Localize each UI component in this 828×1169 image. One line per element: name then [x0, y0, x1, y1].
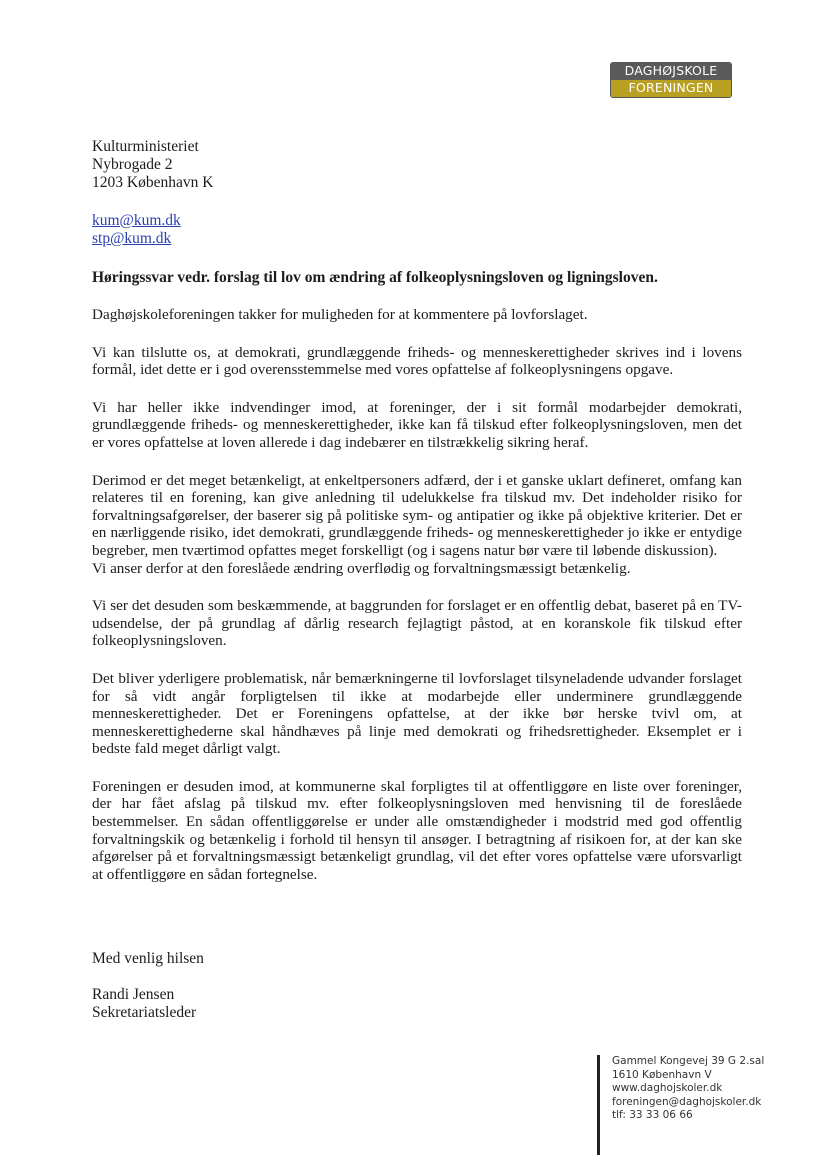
recipient-street: Nybrogade 2 [92, 156, 173, 173]
recipient-emails [92, 212, 181, 248]
contact-web: www.daghojskoler.dk [612, 1082, 723, 1095]
contact-city: 1610 København V [612, 1068, 712, 1081]
letter-subject: Høringssvar vedr. forslag til lov om ændring af folkeoplysningsloven og ligningsloven. [92, 269, 658, 286]
recipient-name: Kulturministeriet [92, 138, 199, 155]
paragraph-5: Vi ser det desuden som beskæmmende, at baggrunden for forslaget er en offentlig debat, baseret på en TV-udsendelse, der på grundlag af dårlig research fejlagtigt påstod, at en koranskole fik tilskud efter folkeoplysningsloven. [92, 597, 742, 650]
recipient-city: 1203 København K [92, 174, 214, 191]
paragraph-3: Vi har heller ikke indvendinger imod, at foreninger, der i sit formål modarbejder demokrati, grundlæggende friheds- og menneskerettigheder, ikke kan få tilskud efter folkeoplysningsloven, men det er vores opfattelse at loven allerede i dag indebærer en tilstrækkelig sikring heraf. [92, 398, 742, 451]
sender-contact-block [597, 1055, 764, 1155]
paragraph-7: Foreningen er desuden imod, at kommunerne skal forpligtes til at offentliggøre en liste over foreninger, der har fået afslag på tilskud mv. efter folkeoplysningsloven med henvisning til de foreslåede bestemmelser. En sådan offentliggørelse er under alle omstændigheder i modstrid med god offentlig forvaltningskik og betænkelig i forhold til hensyn til ansøger. I betragtning af risikoen for, at der kan ske afgørelser på et forvaltningsmæssigt betænkeligt grundlag, vil det efter vores opfattelse være uforsvarligt at offentliggøre en sådan fortegnelse. [92, 777, 742, 883]
letter-body [92, 306, 742, 903]
paragraph-1: Daghøjskoleforeningen takker for muligheden for at kommentere på lovforslaget. [92, 306, 588, 323]
signer-title: Sekretariatsleder [92, 1004, 197, 1021]
email-link-kum[interactable]: kum@kum.dk [92, 212, 181, 229]
logo-line-2: FORENINGEN [611, 80, 731, 97]
paragraph-4: Derimod er det meget betænkeligt, at enkeltpersoners adfærd, der i et ganske uklart defineret, omfang kan relateres til en forening, kan give anledning til udelukkelse fra tilskud mv. Det indeholder risiko for forvaltningsafgørelser, der baserer sig på politiske sym- og antipatier og ikke på objektive kriterier. Det er en nærliggende risiko, idet demokrati, grundlæggende friheds- og menneskerettigheder jo ikke er entydige begreber, men tværtimod opfattes meget forskelligt (og i sagens natur bør være til løbende diskussion). Vi anser derfor at den foreslåede ændring overflødig og forvaltningsmæssigt betænkelig. [92, 471, 742, 577]
closing-greeting: Med venlig hilsen [92, 950, 204, 967]
paragraph-6: Det bliver yderligere problematisk, når bemærkningerne til lovforslaget tilsyneladende udvander forslaget for så vidt angår forpligtelsen til ikke at modarbejde eller underminere grundlæggende menneskerettigheder. Det er Foreningens opfattelse, at der ikke bør herske tvivl om, at menneskerettighederne skal håndhæves på linje med demokrati og frihedsrettigheder. Eksemplet er i bedste fald meget dårligt valgt. [92, 669, 742, 758]
contact-email: foreningen@daghojskoler.dk [612, 1095, 762, 1108]
contact-street: Gammel Kongevej 39 G 2.sal [612, 1055, 765, 1067]
signer-name: Randi Jensen [92, 986, 175, 1003]
email-link-stp[interactable]: stp@kum.dk [92, 230, 172, 247]
logo-line-1: DAGHØJSKOLE [611, 63, 731, 80]
contact-phone: tlf: 33 33 06 66 [612, 1109, 693, 1122]
organization-logo [610, 62, 732, 98]
signature-block [92, 986, 196, 1022]
paragraph-2: Vi kan tilslutte os, at demokrati, grundlæggende friheds- og menneskerettigheder skrives ind i lovens formål, idet dette er i god overensstemmelse med vores opfattelse af folkeoplysningens opgave. [92, 343, 742, 379]
recipient-address [92, 138, 213, 192]
